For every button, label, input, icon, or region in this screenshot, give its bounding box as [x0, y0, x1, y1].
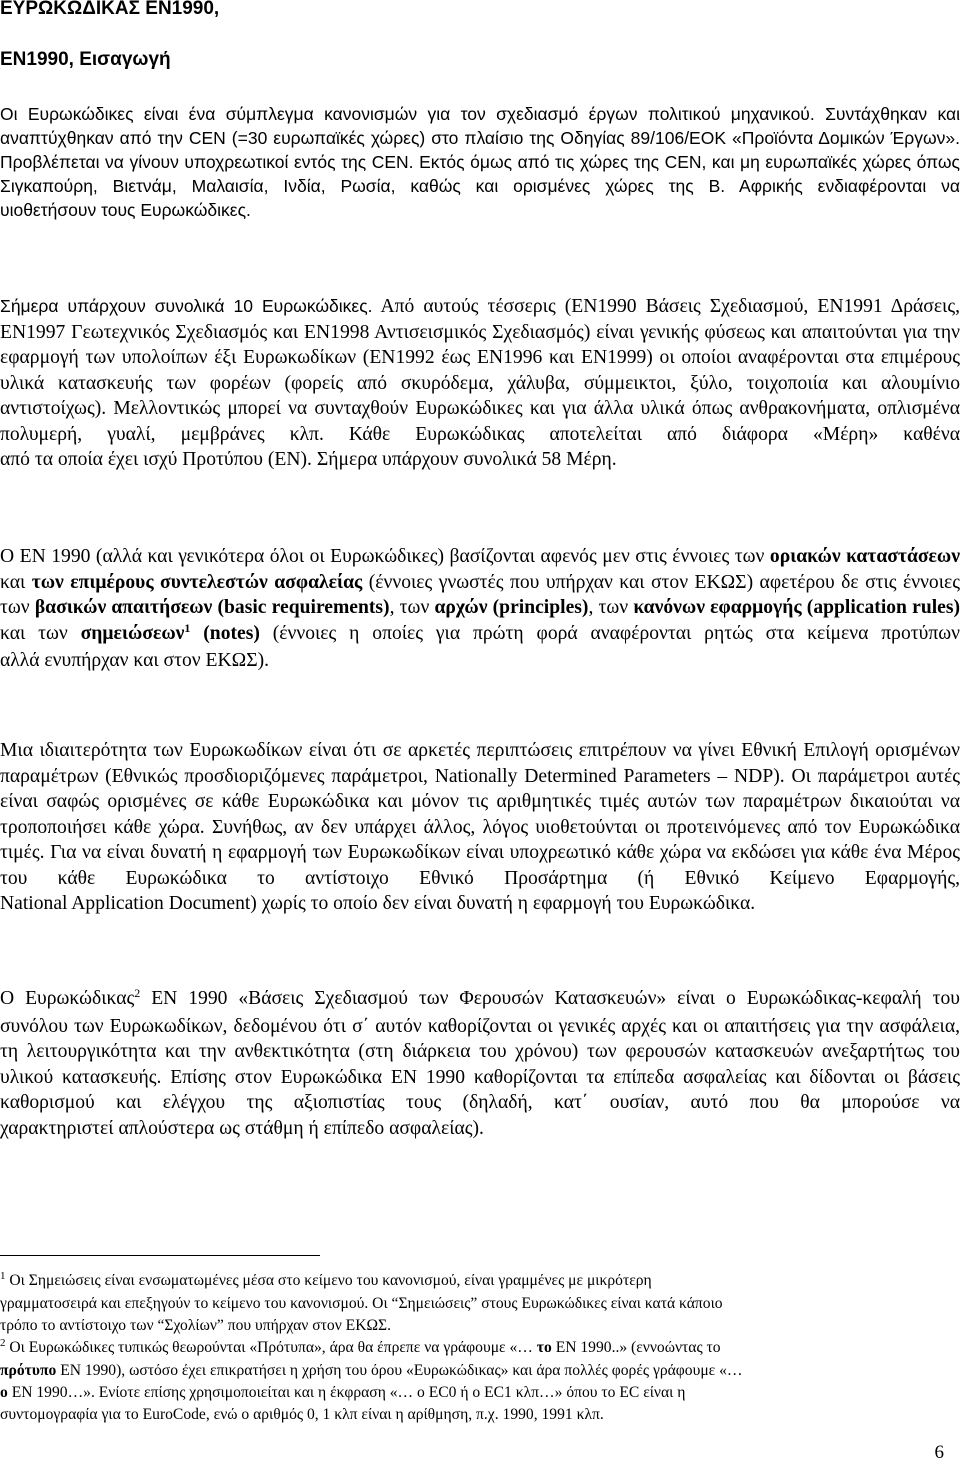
text-line: οριακών καταστάσεων και των επιμέρους συντελεστών ασφαλείας (έννοιες γνωστές που — [0, 546, 960, 593]
text-line: Ευρωκώδικας-κεφαλή του συνόλου των Ευρωκωδίκων, δεδομένου ότι σ΄ αυτόν καθορίζονται οι — [0, 988, 960, 1037]
text-line: Επιλογή ορισμένων παραμέτρων (Εθνικώς προσδιοριζόμενες παράμετροι, Nationally Determined — [0, 740, 960, 787]
text-line: από σκυρόδεμα, χάλυβα, σύμμεικτοι, ξύλο, τοιχοποιία και αλουμίνιο αντιστοίχως). Μελλοντικώς — [0, 372, 960, 419]
footnote-divider — [0, 1255, 320, 1256]
paragraph-ndp — [0, 738, 960, 917]
footnote-ref: 1 — [184, 620, 191, 635]
text-line: Μαλαισία, Ινδία, Ρωσία, καθώς και ορισμένες χώρες της Β. Αφρικής ενδιαφέρονται να — [191, 176, 960, 196]
paragraph-en1990 — [0, 986, 960, 1141]
paragraph-intro — [0, 102, 960, 222]
text-line: Σήμερα υπάρχουν συνολικά 10 Ευρωκώδικες. Από αυτούς τέσσερις (ΕΝ1990 Βάσεις Σχεδιασμού, — [0, 296, 809, 317]
text-line: σημειώσεων$^1$ (notes) (έννοιες η οποίες για πρώτη φορά αναφέρονται ρητώς στα κείμενα προτύπων — [80, 620, 960, 644]
section-heading: ΕΝ1990, Εισαγωγή — [0, 49, 171, 70]
text-line: τρόπο το αντίστοιχο των “Σχολίων” που υπήρχαν στον ΕΚΩΣ. — [0, 1317, 392, 1334]
footnotes — [0, 1270, 960, 1426]
text-line: δεν υπάρχει άλλος, λόγος υιοθετούνται οι προτεινόμενες από τον Ευρωκώδικα τιμές. Για να είναι — [0, 816, 960, 863]
footnote-ref: 2 — [134, 986, 141, 1000]
text-line: Ο Ευρωκώδικας$^2$ ΕΝ 1990 «Βάσεις Σχεδιασμού των Φερουσών Κατασκευών» είναι ο — [0, 986, 736, 1009]
text-line: χαρακτηριστεί απλούστερα ως στάθμη ή επίπεδο ασφαλείας). — [0, 1117, 484, 1139]
text-line: μπορεί να συνταχθούν Ευρωκώδικες και για άλλα υλικά όπως ανθρακονήματα, οπλισμένα — [227, 398, 960, 419]
footnote-2: $^2$ Οι Ευρωκώδικες τυπικώς θεωρούνται «Πρότυπα», άρα θα έπρεπε να γράφουμε «… το ΕΝ 1990..» (εννοώντας το — [0, 1337, 721, 1356]
text-line: γραμματοσειρά και επεξηγούν το κείμενο του κανονισμού. Οι “Σημειώσεις” στους Ευρωκώδικες είναι κατά κάποιο — [0, 1295, 723, 1312]
text-line: τις αριθμητικές τιμές αυτών των παραμέτρων δικαιούται να τροποποιήσει κάθε χώρα. Συνήθως, αν — [0, 791, 960, 838]
paragraph-concepts — [0, 544, 960, 674]
text-line: στον Ευρωκώδικα ΕΝ 1990 καθορίζονται τα επίπεδα ασφαλείας και δίδονται οι βάσεις — [234, 1066, 960, 1088]
text-line: Οι Ευρωκώδικες είναι ένα σύμπλεγμα κανονισμών για τον σχεδιασμό έργων πολιτικού μηχανικού. — [0, 104, 815, 124]
text-line: δυνατή η εφαρμογή των Ευρωκωδίκων είναι υποχρεωτικό κάθε χώρα να εκδώσει για κάθε ένα — [150, 842, 902, 863]
text-line: διάρκεια του χρόνου) των φερουσών κατασκευών ανεξαρτήτως του υλικού κατασκευής. Επίσης — [0, 1041, 960, 1088]
text-line: Parameters – NDP). Οι παράμετροι αυτές είναι σαφώς ορισμένες σε κάθε Ευρωκώδικα και μόνον — [0, 765, 960, 812]
text-line: συντομογραφία για το EuroCode, ενώ ο αριθμός 0, 1 κλπ είναι η αρίθμηση, π.χ. 1990, 1991 κλπ. — [0, 1406, 604, 1423]
footnote-1: $^1$ Οι Σημειώσεις είναι ενσωματωμένες μέσα στο κείμενο του κανονισμού, είναι γραμμένες με μικρότερη — [0, 1270, 652, 1289]
text-line: 89/106/ΕΟΚ «Προϊόντα Δομικών Έργων». Προβλέπεται να γίνουν υποχρεωτικοί εντός της CEN. — [0, 128, 960, 172]
text-line: υπήρχαν και στον ΕΚΩΣ) αφετέρου δε στις έννοιες των βασικών απαιτήσεων (basic — [0, 571, 960, 618]
text-line: υιοθετήσουν τους Ευρωκώδικες. — [0, 200, 251, 220]
text-line: αλλά ενυπήρχαν και στον ΕΚΩΣ). — [0, 650, 270, 671]
text-line: ο ΕΝ 1990…». Ενίοτε επίσης χρησιμοποιείται και η έκφραση «… ο ΕC0 ή ο ΕC1 κλπ…» όπου το ΕC είναι η — [0, 1384, 686, 1401]
text-line: ΕΝ1991 Δράσεις, ΕΝ1997 Γεωτεχνικός Σχεδιασμός και ΕΝ1998 Αντισεισμικός Σχεδιασμός) είναι — [0, 296, 960, 343]
page-number: 6 — [934, 1442, 944, 1463]
text-line: Εκτός όμως από τις χώρες της CEN, και μη ευρωπαϊκές χώρες όπως Σιγκαπούρη, Βιετνάμ, — [0, 152, 960, 196]
text-line: πρότυπο ΕΝ 1990), ωστόσο έχει επικρατήσει η χρήση του όρου «Ευρωκώδικας» και άρα πολλές φορές γράφουμε «… — [0, 1362, 743, 1379]
text-line: Μια ιδιαιτερότητα των Ευρωκωδίκων είναι ότι σε αρκετές περιπτώσεις επιτρέπουν να γίνει Εθνική — [0, 740, 797, 761]
text-line: καθορισμού και ελέγχου της αξιοπιστίας τους (δηλαδή, κατ΄ ουσίαν, αυτό που θα μπορούσε να — [0, 1092, 960, 1113]
text-line: Συντάχθηκαν και αναπτύχθηκαν από την CEN (=30 ευρωπαϊκές χώρες) στο πλαίσιο της Οδηγίας — [0, 104, 960, 148]
text-line: από τα οποία έχει ισχύ Προτύπου (ΕΝ). Σήμερα υπάρχουν συνολικά 58 Μέρη. — [0, 449, 617, 470]
text-line: requirements), των αρχών (principles), των κανόνων εφαρμογής (application rules) και των — [0, 597, 960, 644]
text-line: ΕΝ1996 και ΕΝ1999) οι οποίοι αναφέρονται στα επιμέρους υλικά κατασκευής των φορέων (φορείς — [0, 347, 960, 394]
text-line: Ο ΕΝ 1990 (αλλά και γενικότερα όλοι οι Ευρωκώδικες) βασίζονται αφενός μεν στις έννοιες των — [0, 546, 765, 567]
text-line: γενικής φύσεως και απαιτούνται για την εφαρμογή των υπολοίπων έξι Ευρωκωδίκων (ΕΝ1992 έως — [0, 321, 960, 368]
text-line: Μέρος του κάθε Ευρωκώδικα το αντίστοιχο Εθνικό Προσάρτημα (ή Εθνικό Κείμενο Εφαρμογής, — [0, 842, 960, 889]
document-title: ΕΥΡΩΚΩΔΙΚΑΣ ΕΝ1990, — [0, 0, 220, 19]
text-line: National Application Document) χωρίς το οποίο δεν είναι δυνατή η εφαρμογή του Ευρωκώδικα. — [0, 893, 756, 914]
text-line: γενικές αρχές και οι απαιτήσεις για την ασφάλεια, τη λειτουργικότητα και την ανθεκτικότητα (στη — [0, 1015, 960, 1062]
lead-sentence: Σήμερα υπάρχουν συνολικά 10 Ευρωκώδικες. — [0, 296, 373, 316]
text-line: πολυμερή, γυαλί, μεμβράνες κλπ. Κάθε Ευρωκώδικας αποτελείται από διάφορα «Μέρη» καθένα — [0, 423, 960, 445]
paragraph-eurocodes-count — [0, 294, 960, 473]
